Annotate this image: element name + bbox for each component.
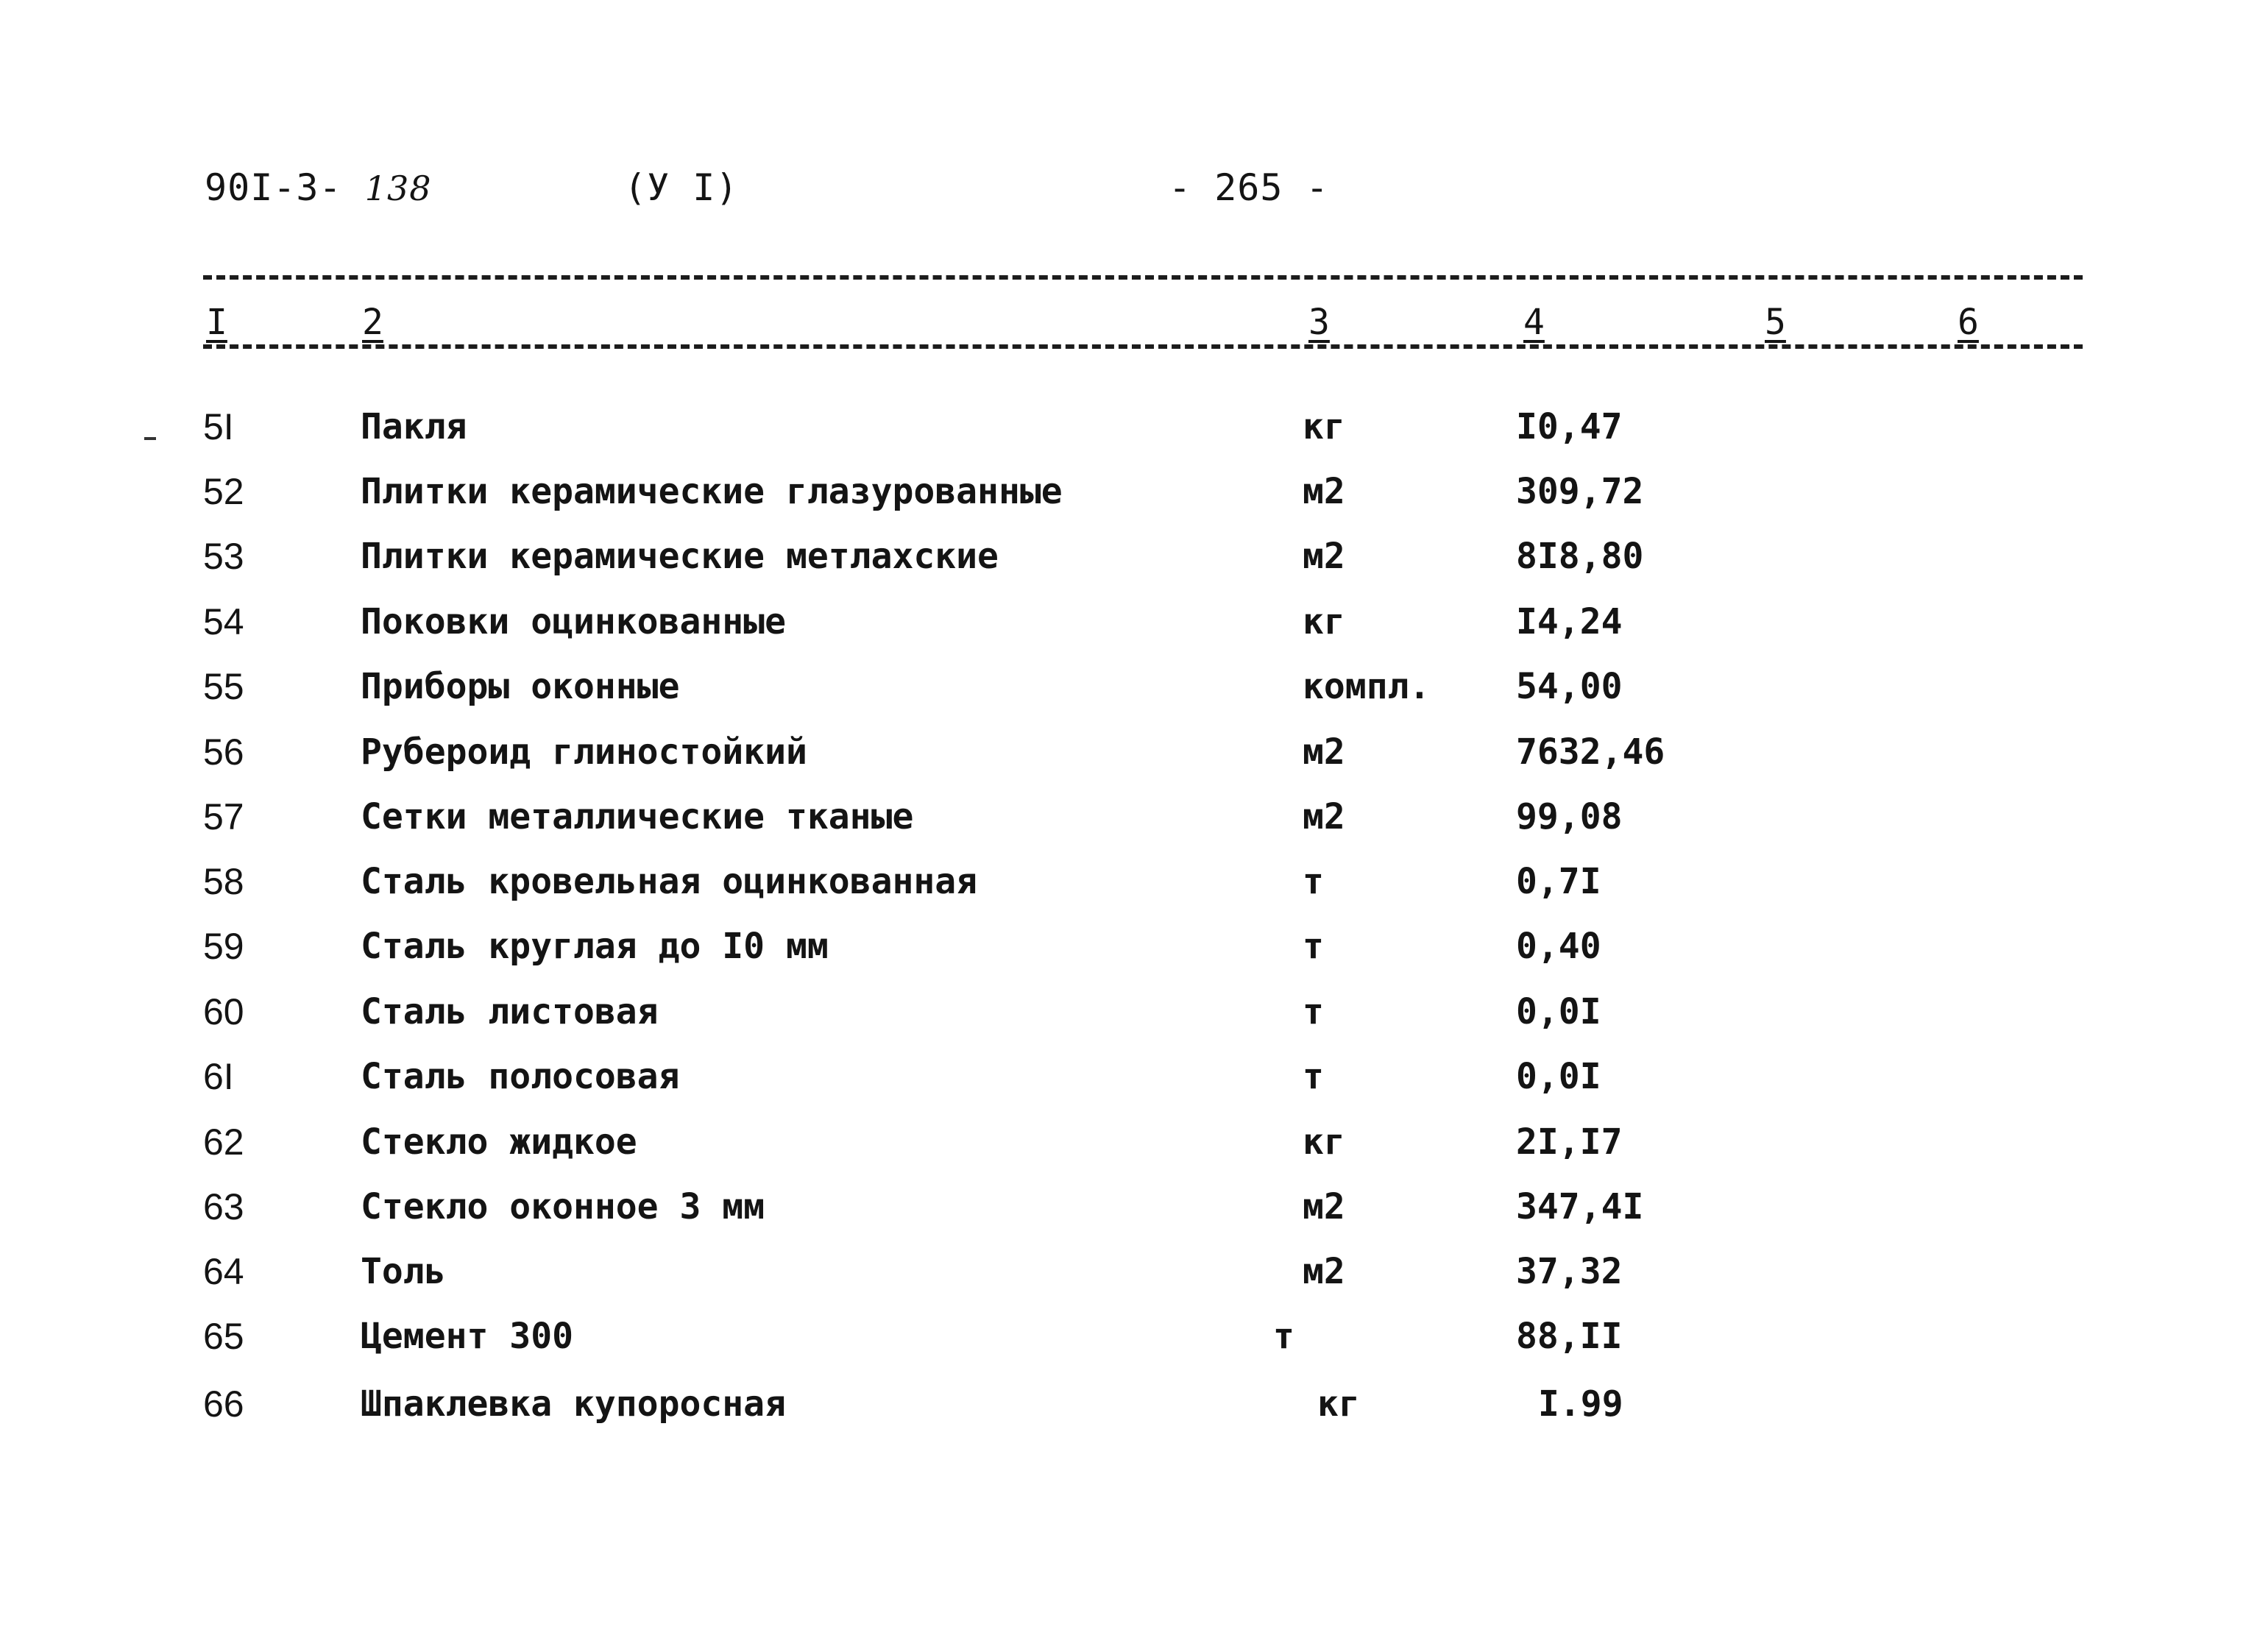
material-name: Рубероид глиностойкий [361,731,807,773]
row-number: 66 [203,1383,244,1425]
table-row [0,657,2260,716]
material-name: Шпаклевка купоросная [361,1383,786,1425]
quantity: I0,47 [1516,406,1623,447]
quantity: 7632,46 [1516,731,1665,773]
quantity: 309,72 [1516,471,1644,512]
unit: т [1273,1316,1294,1357]
document-code-handwritten: 138 [364,169,432,208]
table-row [0,527,2260,586]
table-row [0,917,2260,976]
quantity: 99,08 [1516,796,1623,837]
unit: компл. [1303,666,1431,707]
table-row [0,462,2260,521]
unit: т [1303,926,1324,967]
column-number-3: 3 [1306,302,1333,343]
material-name: Сталь круглая до I0 мм [361,926,829,967]
column-number-6: 6 [1955,302,1982,343]
material-name: Сетки металлические тканые [361,796,914,837]
unit: кг [1303,1121,1345,1163]
row-number: 63 [203,1186,244,1227]
material-name: Сталь листовая [361,991,659,1032]
material-name: Стекло жидкое [361,1121,637,1163]
quantity: I.99 [1538,1383,1623,1425]
table-row [0,1047,2260,1106]
table-row [0,1177,2260,1236]
quantity: 2I,I7 [1516,1121,1623,1163]
row-number: 62 [203,1121,244,1163]
row-number: 59 [203,926,244,967]
quantity: I4,24 [1516,601,1623,642]
quantity: 347,4I [1516,1186,1644,1227]
table-row [0,1375,2260,1433]
unit: м2 [1303,536,1345,577]
unit: м2 [1303,1251,1345,1292]
material-name: Приборы оконные [361,666,680,707]
unit: кг [1303,406,1345,447]
table-row [0,397,2260,456]
material-name: Стекло оконное 3 мм [361,1186,765,1227]
table-row [0,787,2260,846]
unit: м2 [1303,471,1345,512]
table-row [0,1307,2260,1366]
quantity: 0,7I [1516,861,1601,902]
material-name: Сталь полосовая [361,1056,680,1097]
row-number: 55 [203,666,244,707]
table-row [0,852,2260,911]
unit: т [1303,1056,1324,1097]
quantity: 88,II [1516,1316,1623,1357]
unit: м2 [1303,1186,1345,1227]
page-number: - 265 - [1169,166,1329,209]
unit: м2 [1303,796,1345,837]
column-number-1: I [203,302,230,343]
unit: т [1303,861,1324,902]
row-number: 52 [203,471,244,512]
table-row [0,592,2260,651]
row-number: 5I [203,406,234,447]
row-number: 57 [203,796,244,837]
material-name: Поковки оцинкованные [361,601,786,642]
table-row [0,723,2260,781]
unit: т [1303,991,1324,1032]
row-number: 53 [203,536,244,577]
quantity: 54,00 [1516,666,1623,707]
material-name: Плитки керамические глазурованные [361,471,1063,512]
column-number-2: 2 [359,302,386,343]
unit: кг [1303,601,1345,642]
table-row [0,1242,2260,1301]
quantity: 0,40 [1516,926,1601,967]
table-row [0,1113,2260,1171]
material-name: Толь [361,1251,446,1292]
document-code-printed: 90I-3- [205,166,342,209]
quantity: 37,32 [1516,1251,1623,1292]
material-name: Плитки керамические метлахские [361,536,999,577]
material-name: Пакля [361,406,467,447]
row-number: 56 [203,731,244,773]
material-name: Сталь кровельная оцинкованная [361,861,978,902]
unit: м2 [1303,731,1345,773]
row-number: 54 [203,601,244,642]
unit: кг [1317,1383,1360,1425]
material-name: Цемент 300 [361,1316,573,1357]
row-number: 6I [203,1056,234,1097]
column-number-5: 5 [1762,302,1789,343]
row-number: 65 [203,1316,244,1357]
row-number: 58 [203,861,244,902]
column-number-4: 4 [1520,302,1548,343]
table-row [0,982,2260,1041]
row-number: 64 [203,1251,244,1292]
quantity: 0,0I [1516,991,1601,1032]
row-number: 60 [203,991,244,1032]
variant-label: (У I) [624,166,739,209]
quantity: 8I8,80 [1516,536,1644,577]
quantity: 0,0I [1516,1056,1601,1097]
